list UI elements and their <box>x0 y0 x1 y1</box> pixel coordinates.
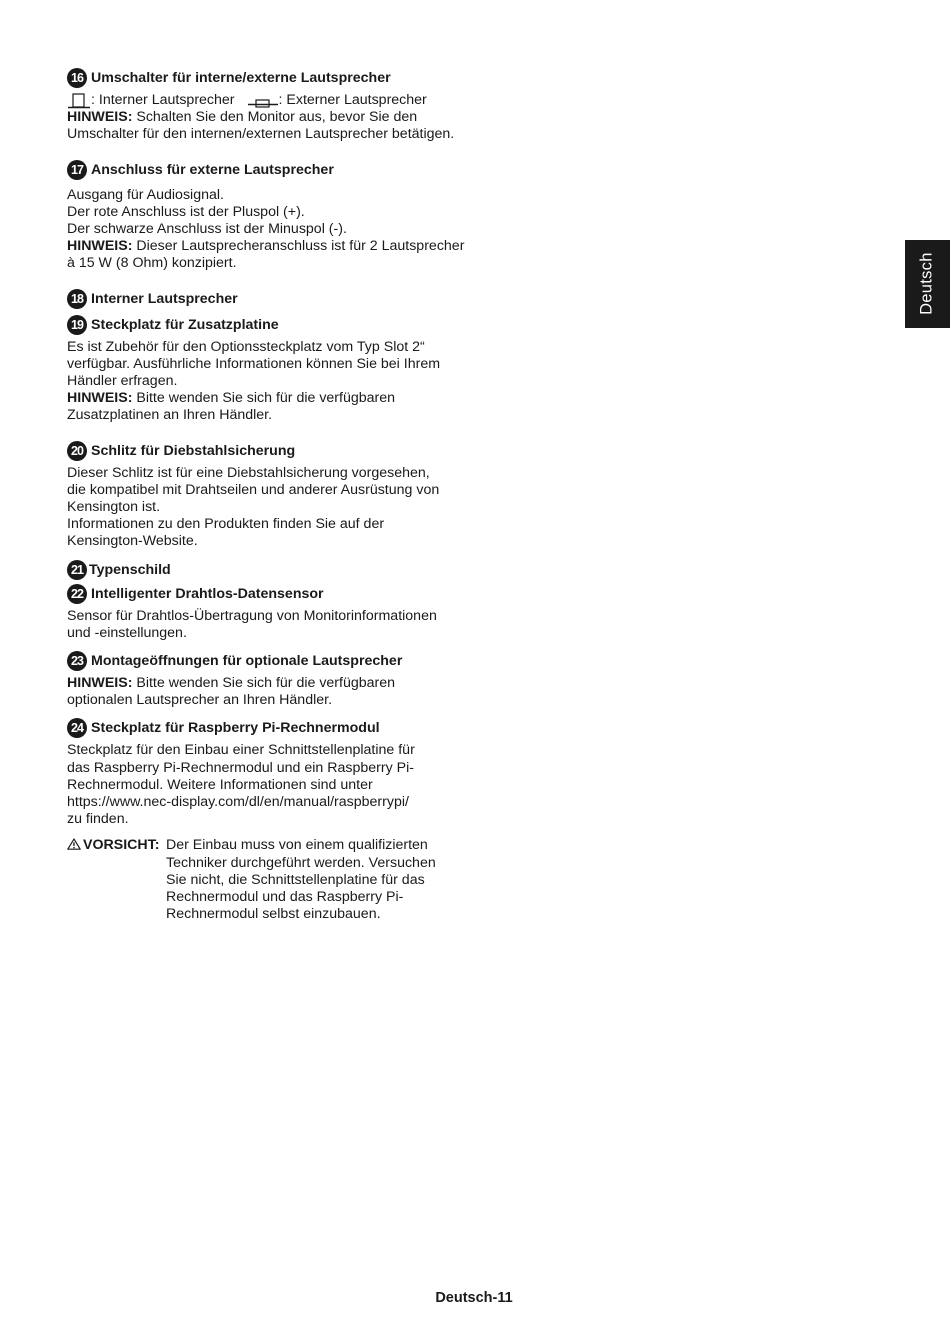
caution-block <box>67 837 487 923</box>
text-line: Rechnermodul. Weitere Informationen sind unter <box>67 776 373 793</box>
note <box>67 390 487 407</box>
note-line: Dieser Lautsprecheranschluss ist für 2 Lautsprecher <box>132 238 465 255</box>
text-line: Ausgang für Audiosignal. <box>67 186 224 203</box>
section-heading <box>67 584 487 604</box>
note-line: Bitte wenden Sie sich für die verfügbaren <box>132 390 396 407</box>
text-line: zu finden. <box>67 811 129 828</box>
page-content <box>67 68 487 924</box>
text-line: Kensington-Website. <box>67 533 198 550</box>
note-line: Schalten Sie den Monitor aus, bevor Sie den <box>132 109 418 126</box>
text-line: die kompatibel mit Drahtseilen und anderer Ausrüstung von <box>67 481 440 498</box>
section-title: Anschluss für externe Lautsprecher <box>91 161 334 178</box>
section-16 <box>67 68 487 144</box>
number-badge: 16 <box>67 68 87 88</box>
section-17 <box>67 160 487 273</box>
number-badge: 21 <box>67 560 87 580</box>
external-speaker-label: : Externer Lautsprecher <box>278 92 427 108</box>
section-22 <box>67 584 487 642</box>
text-line: Dieser Schlitz ist für eine Diebstahlsicherung vorgesehen, <box>67 464 430 481</box>
note-line: Umschalter für den internen/externen Lautsprecher betätigen. <box>67 126 455 143</box>
text-line: das Raspberry Pi-Rechnermodul und ein Raspberry Pi- <box>67 759 414 776</box>
section-title: Umschalter für interne/externe Lautsprecher <box>91 70 391 86</box>
section-heading <box>67 651 487 671</box>
text-line: Der schwarze Anschluss ist der Minuspol (-). <box>67 221 347 238</box>
note-line: Bitte wenden Sie sich für die verfügbaren <box>132 675 396 692</box>
speaker-switch-legend <box>67 92 487 109</box>
caution-line: Sie nicht, die Schnittstellenplatine für das <box>166 871 425 888</box>
section-title: Schlitz für Diebstahlsicherung <box>91 442 296 459</box>
text-line: Kensington ist. <box>67 499 161 516</box>
text-line: und -einstellungen. <box>67 624 187 641</box>
section-title: Steckplatz für Raspberry Pi-Rechnermodul <box>91 720 380 737</box>
caution-line: Rechnermodul selbst einzubauen. <box>166 906 381 923</box>
note-label: HINWEIS: <box>67 675 133 692</box>
language-tab-label: Deutsch <box>917 252 936 316</box>
text-line: Der rote Anschluss ist der Pluspol (+). <box>67 203 305 220</box>
note-label: HINWEIS: <box>67 109 133 126</box>
number-badge: 22 <box>67 584 87 604</box>
section-19 <box>67 315 487 425</box>
section-title: Montageöffnungen für optionale Lautsprecher <box>91 653 403 670</box>
section-18 <box>67 289 487 309</box>
section-heading <box>67 718 487 738</box>
section-23 <box>67 651 487 709</box>
section-heading <box>67 160 487 180</box>
section-heading <box>67 315 487 335</box>
number-badge: 23 <box>67 651 87 671</box>
caution-label: VORSICHT: <box>83 837 160 854</box>
url-text: https://www.nec-display.com/dl/en/manual/raspberrypi/ <box>67 794 409 811</box>
note-label: HINWEIS: <box>67 238 133 255</box>
section-21 <box>67 560 487 580</box>
section-24 <box>67 718 487 923</box>
text-line: Informationen zu den Produkten finden Sie auf der <box>67 516 385 533</box>
note-label: HINWEIS: <box>67 390 133 407</box>
page-number: Deutsch-11 <box>435 1290 513 1306</box>
text-line: verfügbar. Ausführliche Informationen können Sie bei Ihrem <box>67 355 441 372</box>
switch-up-icon <box>67 92 91 109</box>
note <box>67 238 487 255</box>
caution-text <box>166 837 487 923</box>
note <box>67 109 487 126</box>
text-line: Sensor für Drahtlos-Übertragung von Monitorinformationen <box>67 607 437 624</box>
text-line: Es ist Zubehör für den Optionssteckplatz vom Typ Slot 2“ <box>67 338 425 355</box>
section-title: Intelligenter Drahtlos-Datensensor <box>91 585 324 602</box>
number-badge: 19 <box>67 315 87 335</box>
caution-label-wrap <box>67 837 166 923</box>
caution-line: Der Einbau muss von einem qualifizierten <box>166 837 428 854</box>
note-line: à 15 W (8 Ohm) konzipiert. <box>67 255 237 272</box>
caution-line: Rechnermodul und das Raspberry Pi- <box>166 889 404 906</box>
text-line: Händler erfragen. <box>67 373 178 390</box>
note-line: optionalen Lautsprecher an Ihren Händler. <box>67 692 333 709</box>
number-badge: 17 <box>67 160 87 180</box>
section-title: Interner Lautsprecher <box>91 290 238 307</box>
text-line: Steckplatz für den Einbau einer Schnittstellenplatine für <box>67 742 415 759</box>
number-badge: 20 <box>67 441 87 461</box>
section-heading <box>67 289 487 309</box>
section-heading <box>67 560 487 580</box>
note-line: Zusatzplatinen an Ihren Händler. <box>67 407 273 424</box>
section-20 <box>67 441 487 551</box>
language-side-tab <box>905 240 950 328</box>
section-heading <box>67 68 487 88</box>
warning-triangle-icon <box>67 838 81 850</box>
number-badge: 24 <box>67 718 87 738</box>
number-badge: 18 <box>67 289 87 309</box>
section-heading <box>67 441 487 461</box>
section-title: Steckplatz für Zusatzplatine <box>91 316 279 333</box>
section-title: Typenschild <box>89 561 171 578</box>
switch-down-icon <box>247 92 279 109</box>
note <box>67 675 487 692</box>
caution-line: Techniker durchgeführt werden. Versuchen <box>166 854 436 871</box>
internal-speaker-label: : Interner Lautsprecher <box>91 92 235 108</box>
page-footer <box>0 1290 950 1307</box>
